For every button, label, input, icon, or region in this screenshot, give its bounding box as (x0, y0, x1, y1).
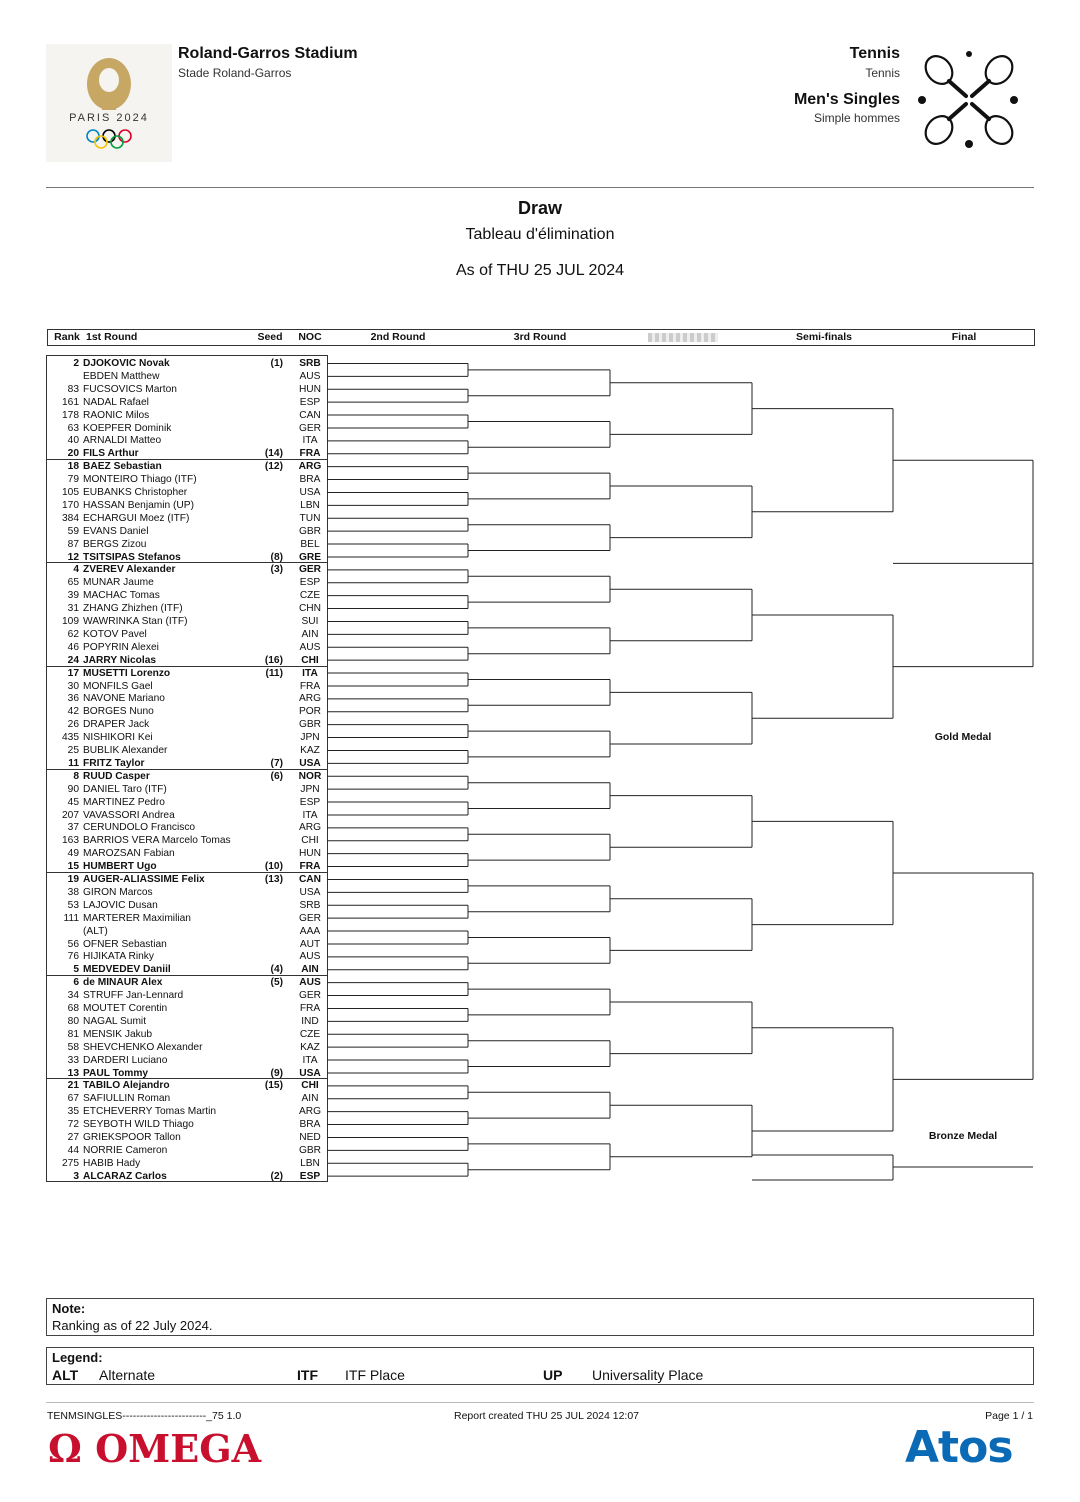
player-noc: KAZ (300, 1041, 320, 1053)
legend-code-itf: ITF (297, 1367, 318, 1383)
player-noc: ITA (302, 667, 318, 679)
player-name: NISHIKORI Kei (83, 732, 153, 744)
player-noc: AUT (299, 938, 321, 950)
player-seed: (8) (270, 551, 283, 563)
player-rank: 65 (67, 577, 79, 589)
player-rank: 170 (62, 499, 79, 511)
player-name: HUMBERT Ugo (83, 861, 157, 873)
player-noc: ESP (299, 396, 321, 408)
player-name: CERUNDOLO Francisco (83, 822, 196, 834)
player-name: MUSETTI Lorenzo (83, 667, 171, 679)
player-name: SAFIULLIN Roman (83, 1093, 171, 1105)
footer-divider (46, 1402, 1034, 1403)
player-name: BUBLIK Alexander (83, 745, 168, 756)
player-noc: ITA (302, 1054, 318, 1066)
player-rank: 4 (73, 564, 79, 576)
player-rank: 20 (67, 448, 79, 460)
player-noc: CAN (299, 409, 321, 421)
player-rank: 12 (67, 551, 79, 563)
player-noc: BRA (299, 1119, 321, 1131)
player-rank: 21 (67, 1080, 79, 1092)
legend-desc-itf: ITF Place (345, 1367, 405, 1383)
player-name: DARDERI Luciano (83, 1054, 168, 1066)
player-name: VAVASSORI Andrea (83, 809, 175, 821)
bronze-medal-label: Bronze Medal (928, 1130, 998, 1142)
player-name: FUCSOVICS Marton (83, 383, 177, 395)
event-name-fr: Simple hommes (813, 111, 900, 125)
player-noc: GER (298, 912, 322, 924)
player-name: JARRY Nicolas (83, 654, 157, 666)
player-name: LAJOVIC Dusan (83, 899, 158, 911)
player-seed: (6) (270, 770, 283, 782)
player-name: MONTEIRO Thiago (ITF) (83, 474, 197, 486)
player-noc: CHI (301, 1080, 319, 1092)
player-rank: 8 (73, 770, 79, 782)
player-name: RUUD Casper (83, 770, 150, 782)
player-name: OFNER Sebastian (83, 938, 167, 950)
player-noc: AUS (299, 977, 321, 989)
player-name: NAVONE Mariano (83, 693, 165, 705)
player-seed: (10) (264, 861, 283, 873)
player-rank: 83 (67, 383, 79, 395)
player-rank: 109 (62, 616, 79, 627)
player-rank: 26 (67, 719, 79, 731)
note-text: Ranking as of 22 July 2024. (52, 1318, 213, 1333)
player-rank: 19 (67, 874, 79, 885)
player-rank: 275 (62, 1157, 79, 1169)
player-noc: ESP (299, 1170, 321, 1182)
player-name: ZVEREV Alexander (83, 564, 176, 576)
player-noc: FRA (299, 680, 321, 692)
gold-medal-label: Gold Medal (934, 731, 992, 743)
player-noc: CZE (299, 1028, 321, 1040)
player-rank: 163 (62, 835, 79, 847)
player-rank: 39 (67, 590, 79, 602)
document-title: Draw (517, 198, 562, 218)
player-noc: FRA (299, 448, 321, 460)
legend-code-up: UP (543, 1367, 563, 1383)
player-rank: 34 (67, 990, 79, 1002)
player-noc: USA (299, 1067, 321, 1079)
player-seed: (3) (270, 564, 283, 576)
omega-logo (48, 1428, 261, 1470)
player-rank: 2 (73, 358, 79, 369)
player-noc: AUS (299, 951, 321, 963)
player-name: POPYRIN Alexei (83, 641, 159, 653)
player-rank: 81 (67, 1028, 79, 1040)
player-rank: 40 (67, 435, 79, 447)
player-noc: SUI (301, 616, 319, 627)
player-noc: AUS (299, 370, 321, 382)
player-rank: 44 (67, 1144, 79, 1156)
player-noc: TUN (299, 512, 321, 524)
player-seed: (1) (270, 358, 283, 369)
player-noc: GBR (298, 1144, 322, 1156)
player-rank: 72 (67, 1119, 79, 1131)
col-semifinals: Semi-finals (795, 331, 853, 343)
player-rank: 25 (67, 745, 79, 756)
player-noc: GER (298, 422, 322, 434)
player-name: EUBANKS Christopher (83, 487, 188, 498)
col-final: Final (951, 331, 977, 343)
omega-symbol-icon: Ω (48, 1426, 82, 1471)
player-rank: 13 (67, 1067, 79, 1079)
player-rank: 59 (67, 525, 79, 537)
player-noc: CHN (298, 603, 322, 615)
player-rank: 87 (67, 538, 79, 550)
player-rank: 105 (62, 487, 79, 498)
player-noc: CHI (301, 654, 319, 666)
player-noc: GER (298, 564, 322, 576)
player-name: RAONIC Milos (83, 409, 150, 421)
col-first-round: 1st Round (86, 331, 138, 343)
legend-desc-up: Universality Place (592, 1367, 704, 1383)
player-name: KOTOV Pavel (83, 628, 147, 640)
player-rank: 33 (67, 1054, 79, 1066)
player-rank: 27 (67, 1132, 79, 1143)
as-of-date: As of THU 25 JUL 2024 (455, 262, 625, 279)
player-noc: USA (299, 487, 321, 498)
player-rank: 3 (73, 1170, 79, 1182)
player-rank: 207 (62, 809, 79, 821)
player-noc: ESP (299, 577, 321, 589)
player-noc: ITA (302, 809, 318, 821)
player-name: EVANS Daniel (83, 525, 149, 537)
atos-logo: Atos (905, 1422, 1013, 1473)
player-rank: 5 (73, 964, 79, 976)
player-noc: NED (299, 1132, 321, 1143)
player-noc: BRA (299, 474, 321, 486)
player-name: MEDVEDEV Daniil (83, 964, 171, 976)
player-noc: FRA (299, 1003, 321, 1014)
player-name: WAWRINKA Stan (ITF) (83, 616, 188, 627)
player-name: MUNAR Jaume (83, 577, 154, 589)
legend-box (46, 1347, 1034, 1385)
player-name: FRITZ Taylor (83, 757, 145, 769)
player-name: MAROZSAN Fabian (83, 848, 175, 860)
player-noc: FRA (299, 861, 321, 873)
player-rank: 46 (67, 641, 79, 653)
player-noc: ARG (298, 693, 322, 705)
legend-code-alt: ALT (52, 1367, 79, 1383)
player-name: MENSIK Jakub (83, 1028, 153, 1040)
player-name: NORRIE Cameron (83, 1144, 168, 1156)
player-seed: (4) (270, 964, 283, 976)
player-name: STRUFF Jan-Lennard (83, 990, 184, 1002)
player-noc: ARG (298, 1106, 322, 1118)
player-seed: (13) (264, 874, 283, 885)
player-noc: CAN (298, 874, 322, 885)
player-name: TABILO Alejandro (83, 1080, 170, 1092)
player-noc: AAA (299, 925, 321, 937)
player-rank: 24 (67, 654, 79, 666)
player-name: MOUTET Corentin (83, 1003, 168, 1014)
page-number: Page 1 / 1 (985, 1410, 1033, 1422)
player-name: FILS Arthur (83, 448, 139, 460)
player-noc: IND (301, 1015, 319, 1027)
player-name: DJOKOVIC Novak (83, 358, 170, 369)
player-noc: JPN (300, 783, 320, 795)
player-name: BORGES Nuno (83, 706, 154, 718)
player-noc: ITA (302, 435, 318, 447)
player-rank: 15 (67, 861, 79, 873)
player-name: NAGAL Sumit (83, 1015, 147, 1027)
player-noc: USA (299, 886, 321, 898)
player-rank: 80 (67, 1015, 79, 1027)
player-noc: HUN (298, 383, 322, 395)
player-name: BARRIOS VERA Marcelo Tomas (83, 835, 231, 847)
player-rank: 67 (67, 1093, 79, 1105)
player-noc: CHI (301, 835, 319, 847)
player-name: MARTINEZ Pedro (83, 796, 165, 808)
player-name: BAEZ Sebastian (83, 461, 162, 473)
player-name: DRAPER Jack (83, 719, 150, 731)
player-noc: AIN (301, 1093, 319, 1105)
player-noc: POR (298, 706, 322, 718)
player-name: ALCARAZ Carlos (83, 1170, 167, 1182)
player-rank: 384 (62, 512, 79, 524)
player-seed: (9) (270, 1067, 283, 1079)
legend-label: Legend: (52, 1350, 103, 1365)
player-noc: HUN (298, 848, 322, 860)
player-rank: 11 (68, 757, 79, 769)
col-third-round: 3rd Round (513, 331, 567, 343)
player-rank: 53 (67, 899, 79, 911)
logo-text: PARIS 2024 (69, 112, 149, 124)
sport-name: Tennis (849, 45, 900, 62)
player-name: MACHAC Tomas (83, 590, 160, 602)
player-name: TSITSIPAS Stefanos (83, 551, 181, 563)
player-seed: (7) (270, 757, 283, 769)
legend-desc-alt: Alternate (99, 1367, 156, 1383)
sport-name-fr: Tennis (865, 66, 900, 80)
venue-name: Roland-Garros Stadium (178, 45, 358, 62)
player-rank: 31 (67, 603, 79, 615)
player-seed: (15) (264, 1080, 283, 1092)
player-rank: 161 (62, 396, 79, 408)
player-name: HABIB Hady (83, 1157, 141, 1169)
player-rank: 178 (62, 409, 79, 421)
report-code: TENMSINGLES------------------------_75 1.0 (47, 1410, 242, 1422)
report-created: Report created THU 25 JUL 2024 12:07 (454, 1410, 640, 1422)
player-seed: (16) (264, 654, 283, 666)
player-name: de MINAUR Alex (83, 977, 163, 989)
player-name: NADAL Rafael (83, 396, 149, 408)
col-noc: NOC (298, 331, 322, 343)
player-name: ZHANG Zhizhen (ITF) (83, 603, 183, 615)
player-rank: 35 (67, 1106, 79, 1118)
player-name: ECHARGUI Moez (ITF) (83, 512, 190, 524)
player-noc: AIN (301, 964, 319, 976)
player-rank: 18 (67, 461, 79, 473)
player-noc: CZE (299, 590, 321, 602)
event-name: Men's Singles (793, 91, 900, 108)
venue-name-fr: Stade Roland-Garros (178, 66, 292, 80)
player-name: SHEVCHENKO Alexander (83, 1041, 203, 1053)
player-rank: 56 (67, 938, 79, 950)
player-name: BERGS Zizou (83, 538, 147, 550)
player-seed: (12) (264, 461, 283, 473)
player-name: PAUL Tommy (83, 1067, 149, 1079)
player-noc: GBR (298, 525, 322, 537)
player-rank: 435 (62, 732, 79, 744)
player-name: HASSAN Benjamin (UP) (83, 499, 194, 511)
player-name: DANIEL Taro (ITF) (83, 783, 167, 795)
player-rank: 68 (67, 1003, 79, 1014)
player-noc: AIN (301, 628, 319, 640)
player-rank: 30 (67, 680, 79, 692)
player-noc: JPN (300, 732, 320, 744)
player-rank: 45 (67, 796, 79, 808)
player-noc: GER (298, 990, 322, 1002)
player-noc: ESP (299, 796, 321, 808)
player-noc: ARG (298, 461, 322, 473)
player-seed: (2) (270, 1170, 283, 1182)
player-noc: LBN (300, 499, 320, 511)
player-seed: (5) (270, 977, 283, 989)
player-noc: NOR (298, 770, 322, 782)
player-seed: (11) (265, 667, 283, 679)
player-rank: 17 (67, 667, 79, 679)
omega-wordmark: OMEGA (95, 1426, 262, 1471)
player-noc: GBR (298, 719, 322, 731)
player-noc: USA (299, 757, 321, 769)
player-rank: 111 (63, 912, 79, 924)
player-rank: 79 (67, 474, 79, 486)
player-name: MARTERER Maximilian (83, 912, 191, 924)
player-noc: GRE (298, 551, 322, 563)
player-rank: 37 (67, 822, 79, 834)
player-name: ARNALDI Matteo (83, 435, 162, 447)
player-name: SEYBOTH WILD Thiago (83, 1119, 194, 1131)
player-name: AUGER-ALIASSIME Felix (83, 874, 205, 885)
player-noc: KAZ (300, 745, 320, 756)
player-rank: 62 (67, 628, 79, 640)
player-noc: BEL (300, 538, 320, 550)
player-noc: SRB (299, 899, 321, 911)
col-rank: Rank (54, 331, 80, 343)
player-rank: 36 (67, 693, 79, 705)
player-rank: 63 (67, 422, 79, 434)
player-noc: SRB (299, 358, 321, 369)
document-subtitle: Tableau d'élimination (465, 226, 615, 243)
player-rank: 6 (73, 977, 79, 989)
player-name: GRIEKSPOOR Tallon (83, 1132, 181, 1143)
player-rank: 42 (67, 706, 79, 718)
player-noc: LBN (300, 1157, 320, 1169)
player-noc: AUS (299, 641, 321, 653)
player-seed: (14) (264, 448, 283, 460)
player-name: MONFILS Gael (83, 680, 153, 692)
player-name: (ALT) (83, 925, 108, 937)
player-name: EBDEN Matthew (83, 370, 160, 382)
player-name: HIJIKATA Rinky (83, 951, 154, 963)
player-name: GIRON Marcos (83, 886, 153, 898)
player-rank: 49 (67, 848, 79, 860)
col-second-round: 2nd Round (370, 331, 426, 343)
note-label: Note: (52, 1301, 86, 1316)
player-rank: 58 (67, 1041, 79, 1053)
player-rank: 76 (67, 951, 79, 963)
player-noc: ARG (298, 822, 322, 834)
player-name: ETCHEVERRY Tomas Martin (83, 1106, 217, 1118)
player-name: KOEPFER Dominik (83, 422, 172, 434)
player-rank: 90 (67, 783, 79, 795)
col-seed: Seed (257, 331, 283, 343)
player-rank: 38 (67, 886, 79, 898)
